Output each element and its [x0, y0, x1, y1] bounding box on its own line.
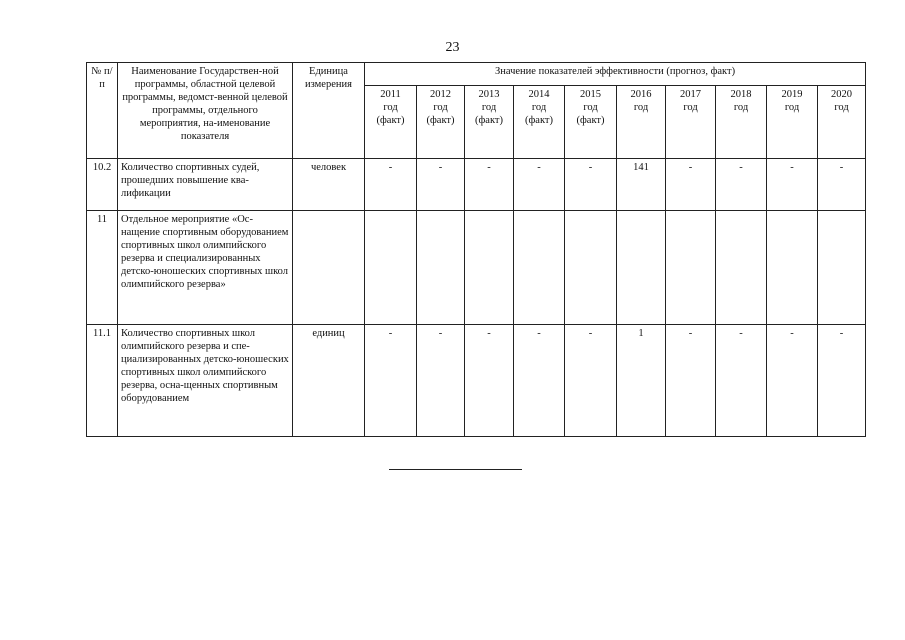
header-year-note: (факт)	[376, 115, 405, 126]
row-number: 10.2	[87, 159, 118, 211]
row-value: 1	[617, 325, 666, 437]
row-value	[767, 211, 818, 325]
row-value	[465, 211, 514, 325]
row-value: -	[465, 325, 514, 437]
row-value: -	[514, 325, 565, 437]
header-values-group: Значение показателей эффективности (прогноз, факт)	[365, 63, 866, 86]
row-value: -	[417, 159, 465, 211]
row-name: Отдельное мероприятие «Ос-нащение спортивным оборудованием спортивных школ олимпийского резерва и специализированных детско-юношеских спортивных школ олимпийского резерва»	[118, 211, 293, 325]
header-year-year: 2020	[831, 89, 853, 100]
table-body	[87, 159, 866, 437]
header-year-word: год	[481, 102, 497, 113]
row-value	[666, 211, 716, 325]
header-year-year: 2014	[528, 89, 550, 100]
header-year-note: (факт)	[474, 115, 503, 126]
row-value: -	[565, 325, 617, 437]
row-value: -	[417, 325, 465, 437]
header-year-2020	[818, 86, 866, 159]
header-year-year: 2017	[680, 89, 701, 100]
row-value	[365, 211, 417, 325]
row-value: -	[666, 325, 716, 437]
header-num: № п/п	[87, 63, 118, 159]
row-value	[514, 211, 565, 325]
row-value: -	[716, 325, 767, 437]
header-year-year: 2019	[781, 89, 803, 100]
row-unit: единиц	[293, 325, 365, 437]
header-year-word: год	[531, 102, 547, 113]
row-value: -	[666, 159, 716, 211]
header-year-word: год	[834, 102, 849, 113]
header-unit: Единица измерения	[293, 63, 365, 159]
header-year-2012	[417, 86, 465, 159]
row-value: 141	[617, 159, 666, 211]
table-row	[87, 325, 866, 437]
row-value: -	[514, 159, 565, 211]
header-year-2016	[617, 86, 666, 159]
header-year-2018	[716, 86, 767, 159]
row-value	[565, 211, 617, 325]
header-year-word: год	[683, 102, 698, 113]
row-name: Количество спортивных судей, прошедших повышение ква-лификации	[118, 159, 293, 211]
row-name: Количество спортивных школ олимпийского резерва и спе-циализированных детско-юношеских спортивных школ олимпийского резерва, осна-щенных спортивным оборудованием	[118, 325, 293, 437]
header-year-note: (факт)	[426, 115, 455, 126]
header-year-2014	[514, 86, 565, 159]
header-year-2017	[666, 86, 716, 159]
row-value: -	[818, 325, 866, 437]
header-year-2015	[565, 86, 617, 159]
page-number: 23	[445, 40, 460, 55]
header-year-2011	[365, 86, 417, 159]
header-year-year: 2012	[430, 89, 451, 100]
row-number: 11.1	[87, 325, 118, 437]
table-row	[87, 159, 866, 211]
header-year-word: год	[633, 102, 649, 113]
header-year-2019	[767, 86, 818, 159]
indicators-table	[86, 62, 866, 437]
row-value: -	[767, 325, 818, 437]
header-year-year: 2013	[478, 89, 500, 100]
header-year-year: 2016	[630, 89, 652, 100]
row-unit: человек	[293, 159, 365, 211]
header-year-word: год	[784, 102, 800, 113]
row-value	[417, 211, 465, 325]
header-year-year: 2015	[580, 89, 601, 100]
row-value	[818, 211, 866, 325]
header-year-word: год	[433, 102, 448, 113]
header-year-note: (факт)	[576, 115, 605, 126]
row-value: -	[565, 159, 617, 211]
header-year-word: год	[383, 102, 398, 113]
row-unit	[293, 211, 365, 325]
row-value: -	[767, 159, 818, 211]
row-value: -	[365, 325, 417, 437]
table-header	[87, 63, 866, 159]
row-value: -	[465, 159, 514, 211]
header-name: Наименование Государствен-ной программы, областной целевой программы, ведомст-венной целевой программы, отдельного мероприятия, на-именование показателя	[118, 63, 293, 159]
row-value	[617, 211, 666, 325]
row-number: 11	[87, 211, 118, 325]
header-year-2013	[465, 86, 514, 159]
table-row	[87, 211, 866, 325]
header-year-year: 2011	[380, 89, 401, 100]
footer-rule	[389, 469, 522, 470]
row-value: -	[818, 159, 866, 211]
header-year-note: (факт)	[524, 115, 553, 126]
row-value: -	[365, 159, 417, 211]
header-year-word: год	[733, 102, 749, 113]
row-value: -	[716, 159, 767, 211]
header-year-word: год	[583, 102, 598, 113]
row-value	[716, 211, 767, 325]
header-year-year: 2018	[730, 89, 752, 100]
